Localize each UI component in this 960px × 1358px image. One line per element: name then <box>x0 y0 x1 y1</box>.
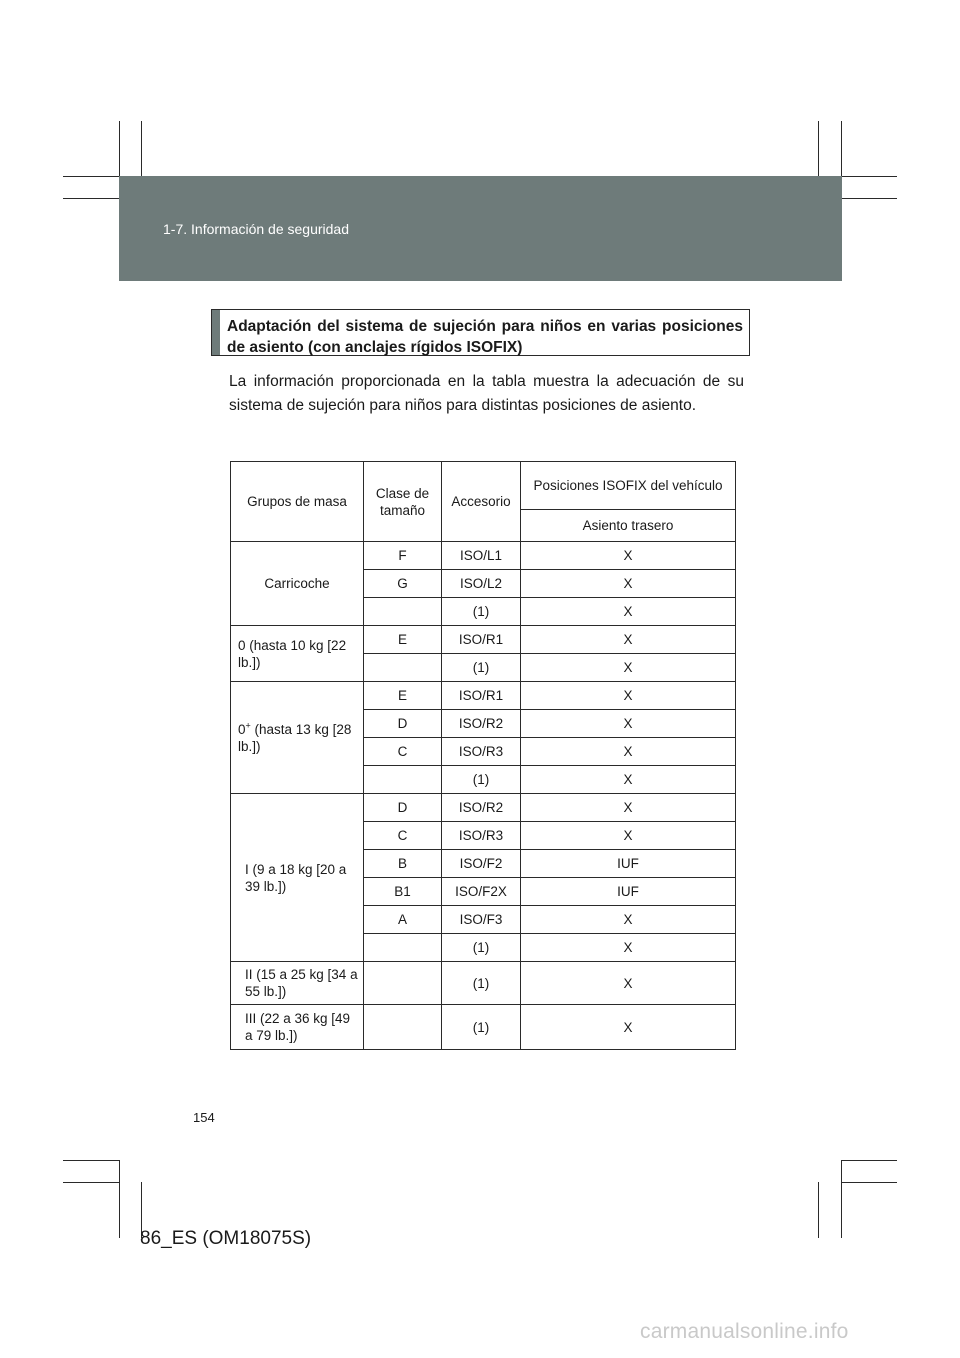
group-label: Carricoche <box>231 542 364 626</box>
size-cell: G <box>364 570 442 598</box>
accessory-cell: (1) <box>442 1005 521 1050</box>
size-cell: D <box>364 710 442 738</box>
accessory-cell: ISO/L1 <box>442 542 521 570</box>
crop-mark <box>818 1182 819 1238</box>
rear-seat-cell: X <box>521 598 736 626</box>
accessory-cell: ISO/F3 <box>442 906 521 934</box>
group-label: I (9 a 18 kg [20 a 39 lb.]) <box>231 794 364 962</box>
size-cell: A <box>364 906 442 934</box>
crop-mark <box>842 1182 897 1183</box>
accessory-cell: ISO/F2X <box>442 878 521 906</box>
section-title: Adaptación del sistema de sujeción para niños en varias posiciones de asiento (con anclajes rígidos ISOFIX) <box>227 318 743 356</box>
crop-mark <box>842 198 897 199</box>
section-label: 1-7. Información de seguridad <box>163 221 349 237</box>
header-positions: Posiciones ISOFIX del vehículo <box>521 462 736 510</box>
table-row <box>231 794 736 822</box>
rear-seat-cell: X <box>521 682 736 710</box>
size-cell: E <box>364 626 442 654</box>
crop-mark <box>119 121 120 176</box>
rear-seat-cell: X <box>521 738 736 766</box>
table-row <box>231 1005 736 1050</box>
table-row <box>231 682 736 710</box>
header-size-class: Clase de tamaño <box>364 462 442 542</box>
accessory-cell: (1) <box>442 766 521 794</box>
group-label: 0 (hasta 10 kg [22 lb.]) <box>231 626 364 682</box>
accessory-cell: ISO/L2 <box>442 570 521 598</box>
size-cell <box>364 962 442 1005</box>
accessory-cell: ISO/R2 <box>442 794 521 822</box>
section-title-box <box>211 309 750 356</box>
intro-paragraph: La información proporcionada en la tabla muestra la adecuación de su sistema de sujeción para niños para distintas posiciones de asiento. <box>229 373 744 414</box>
size-cell <box>364 934 442 962</box>
header-rear-seat: Asiento trasero <box>521 510 736 542</box>
rear-seat-cell: X <box>521 654 736 682</box>
size-cell: C <box>364 822 442 850</box>
rear-seat-cell: X <box>521 766 736 794</box>
accessory-cell: (1) <box>442 654 521 682</box>
watermark: carmanualsonline.info <box>640 1320 849 1343</box>
size-cell: F <box>364 542 442 570</box>
table-row <box>231 542 736 570</box>
header-group: Grupos de masa <box>231 462 364 542</box>
group-label: III (22 a 36 kg [49 a 79 lb.]) <box>231 1005 364 1050</box>
crop-mark <box>841 121 842 176</box>
size-cell: B <box>364 850 442 878</box>
group-label-sup: + <box>245 720 251 730</box>
accessory-cell: ISO/R3 <box>442 822 521 850</box>
rear-seat-cell: X <box>521 962 736 1005</box>
group-label-rest: (hasta 13 kg [28 lb.]) <box>238 721 352 754</box>
crop-mark <box>63 176 119 177</box>
accessory-cell: (1) <box>442 598 521 626</box>
accessory-cell: ISO/R1 <box>442 682 521 710</box>
rear-seat-cell: X <box>521 542 736 570</box>
rear-seat-cell: IUF <box>521 878 736 906</box>
page-number: 154 <box>193 1110 215 1125</box>
crop-mark <box>842 176 897 177</box>
rear-seat-cell: X <box>521 626 736 654</box>
accessory-cell: ISO/R3 <box>442 738 521 766</box>
crop-mark <box>842 1160 897 1161</box>
size-cell <box>364 766 442 794</box>
rear-seat-cell: X <box>521 906 736 934</box>
crop-mark <box>63 1160 119 1161</box>
size-cell <box>364 598 442 626</box>
rear-seat-cell: X <box>521 710 736 738</box>
size-cell: B1 <box>364 878 442 906</box>
rear-seat-cell: X <box>521 794 736 822</box>
group-label: II (15 a 25 kg [34 a 55 lb.]) <box>231 962 364 1005</box>
crop-mark <box>63 198 119 199</box>
accessory-cell: ISO/R2 <box>442 710 521 738</box>
accessory-cell: (1) <box>442 962 521 1005</box>
rear-seat-cell: X <box>521 934 736 962</box>
table-row <box>231 962 736 1005</box>
size-cell: C <box>364 738 442 766</box>
size-cell: D <box>364 794 442 822</box>
accessory-cell: ISO/R1 <box>442 626 521 654</box>
table-header-row <box>231 462 736 510</box>
size-cell: E <box>364 682 442 710</box>
crop-mark <box>818 121 819 176</box>
accessory-cell: (1) <box>442 934 521 962</box>
group-label <box>231 682 364 794</box>
crop-mark <box>141 121 142 176</box>
rear-seat-cell: X <box>521 1005 736 1050</box>
document-code: 86_ES (OM18075S) <box>140 1228 312 1249</box>
group-label-main: 0 <box>238 721 246 737</box>
title-accent-bar <box>212 310 220 355</box>
size-cell <box>364 654 442 682</box>
header-accessory: Accesorio <box>442 462 521 542</box>
accessory-cell: ISO/F2 <box>442 850 521 878</box>
size-cell <box>364 1005 442 1050</box>
isofix-table <box>230 461 736 1050</box>
rear-seat-cell: IUF <box>521 850 736 878</box>
rear-seat-cell: X <box>521 570 736 598</box>
crop-mark <box>63 1182 119 1183</box>
table-row <box>231 626 736 654</box>
crop-mark <box>841 1160 842 1238</box>
rear-seat-cell: X <box>521 822 736 850</box>
crop-mark <box>119 1160 120 1238</box>
